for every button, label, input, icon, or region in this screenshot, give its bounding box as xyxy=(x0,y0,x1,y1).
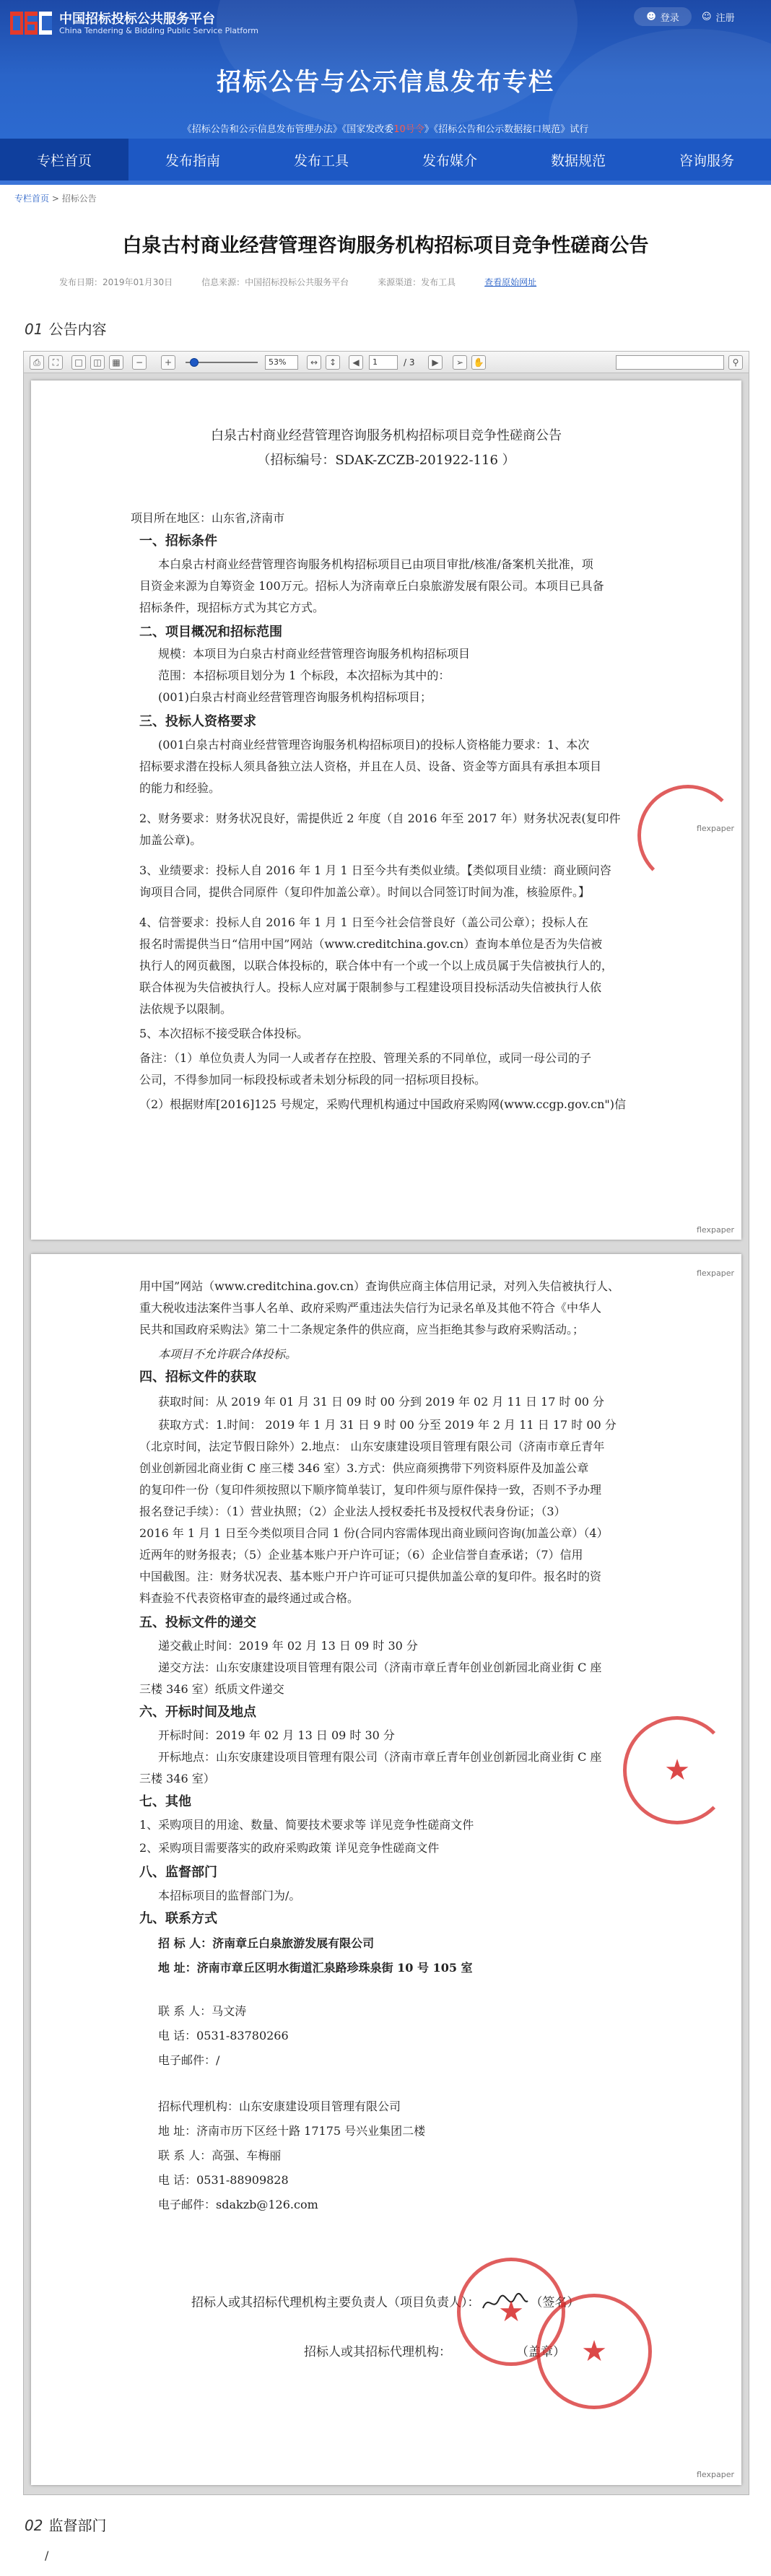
doc-line: 本招标项目的监督部门为/。 xyxy=(158,1889,301,1902)
nav-item-media[interactable]: 发布媒介 xyxy=(422,152,477,169)
doc-line: 用中国”网站（www.creditchina.gov.cn）查询供应商主体信用记录，对列入失信被执行人、 xyxy=(139,1279,620,1293)
fit-page-icon[interactable]: ↕ xyxy=(326,355,340,370)
agency-row xyxy=(158,2145,281,2167)
doc-heading: 九、联系方式 xyxy=(139,1911,217,1926)
flexpaper-watermark: flexpaper xyxy=(696,1225,734,1235)
doc-line: 重大税收违法案件当事人名单、政府采购严重违法失信行为记录名单及其他不符合《中华人 xyxy=(139,1301,602,1315)
doc-line: 执行人的网页截图，以联合体投标的，联合体中有一个或一个以上成员属于失信被执行人的， xyxy=(139,959,614,972)
previous-page-icon[interactable]: ◀ xyxy=(349,355,363,370)
agency-label: 联 系 人： xyxy=(158,2149,212,2162)
flexpaper-watermark: flexpaper xyxy=(696,824,734,833)
contact-row xyxy=(158,2025,289,2047)
doc-line: （2）根据财库[2016]125 号规定，采购代理机构通过中国政府采购网(www.ccgp.gov.cn")信 xyxy=(139,1097,626,1111)
doc-line: 规模：本项目为白泉古村商业经营管理咨询服务机构招标项目 xyxy=(158,647,471,661)
agency-value: 0531-88909828 xyxy=(196,2173,289,2187)
doc-line: 近两年的财务报表；（5）企业基本账户开户许可证；（6）企业信誉自查承诺；（7）信用 xyxy=(139,1548,583,1562)
single-page-icon[interactable]: □ xyxy=(71,355,86,370)
agency-row xyxy=(158,2096,401,2118)
contact-label: 招 标 人： xyxy=(158,1936,213,1950)
doc-line: 开标地点：山东安康建设项目管理有限公司（济南市章丘青年创业创新园北商业街 C 座 xyxy=(158,1750,602,1764)
user-add-icon: ☺ xyxy=(702,11,712,22)
agency-row xyxy=(158,2170,289,2191)
doc-heading: 一、招标条件 xyxy=(139,534,217,549)
doc-line: 报名登记手续）：（1）营业执照；（2）企业法人授权委托书及授权代表身份证；（3） xyxy=(139,1505,566,1518)
doc-line: 备注：（1）单位负责人为同一人或者存在控股、管理关系的不同单位，或同一母公司的子 xyxy=(139,1051,592,1065)
doc-line: （北京时间，法定节假日除外）2.地点： 山东安康建设项目管理有限公司（济南市章丘青年 xyxy=(139,1440,605,1453)
agency-row xyxy=(158,2120,425,2142)
nav-item-guide[interactable]: 发布指南 xyxy=(165,152,220,169)
hand-tool-icon[interactable]: ✋ xyxy=(471,355,486,370)
regulation-link[interactable]: 》《招标公告和公示数据接口规范》试行 xyxy=(424,124,589,135)
seal-stamp xyxy=(536,2294,652,2409)
meta-row xyxy=(59,276,709,288)
doc-line: 递交截止时间：2019 年 02 月 13 日 09 时 30 分 xyxy=(158,1639,418,1653)
section-label: 公告内容 xyxy=(48,321,107,338)
page-total: / 3 xyxy=(404,357,415,367)
viewer-toolbar xyxy=(24,352,749,373)
contact-value: / xyxy=(216,2053,220,2067)
search-icon[interactable]: ⚲ xyxy=(728,355,743,370)
doc-line: 本项目不允许联合体投标。 xyxy=(158,1347,297,1361)
signature-label: 招标人或其招标代理机构主要负责人（项目负责人）： xyxy=(191,2295,480,2310)
next-page-icon[interactable]: ▶ xyxy=(428,355,443,370)
doc-line: 2、采购项目需要落实的政府采购政策 详见竞争性磋商文件 xyxy=(139,1841,440,1855)
doc-line: 获取方式：1.时间： 2019 年 1 月 31 日 9 时 00 分至 2019 年 2 月 11 日 17 时 00 分 xyxy=(158,1418,617,1432)
doc-heading: 六、开标时间及地点 xyxy=(139,1705,256,1720)
banner-title: 招标公告与公示信息发布专栏 xyxy=(217,68,554,97)
agency-value: 济南市历下区经十路 17175 号兴业集团二楼 xyxy=(196,2124,426,2138)
publish-date: 发布日期：2019年01月30日 xyxy=(59,277,173,287)
contact-label: 地 址： xyxy=(158,1961,197,1975)
doc-heading: 五、投标文件的递交 xyxy=(139,1615,256,1630)
login-label: 登录 xyxy=(660,12,679,24)
doc-heading: 三、投标人资格要求 xyxy=(139,714,256,729)
section-heading-supervision xyxy=(25,2514,106,2535)
two-page-icon[interactable]: ◫ xyxy=(90,355,105,370)
agency-value: 山东安康建设项目管理有限公司 xyxy=(239,2099,401,2113)
header-banner xyxy=(0,0,771,139)
doc-line: 公司，不得参加同一标段投标或者未划分标段的同一招标项目投标。 xyxy=(139,1073,487,1087)
doc-line: 2016 年 1 月 1 日至今类似项目合同 1 份(合同内容需体现出商业顾问咨询(加盖公章）（4） xyxy=(139,1526,609,1540)
regulation-link[interactable]: 《招标公告和公示信息发布管理办法》《国家发改委 xyxy=(182,124,394,135)
main-nav xyxy=(0,139,771,180)
register-label: 注册 xyxy=(715,12,735,24)
doc-line: 加盖公章)。 xyxy=(139,833,202,847)
seal-label: 招标人或其招标代理机构： xyxy=(304,2345,451,2359)
doc-line: 递交方法：山东安康建设项目管理有限公司（济南市章丘青年创业创新园北商业街 C 座 xyxy=(158,1661,602,1674)
doc-line: 的能力和经验。 xyxy=(139,781,221,795)
page-number-input[interactable]: 1 xyxy=(369,355,398,370)
seal-stamp-partial xyxy=(637,785,739,886)
doc-line: 三楼 346 室）纸质文件递交 xyxy=(139,1682,284,1696)
doc-heading: 八、监督部门 xyxy=(139,1865,217,1880)
nav-item-home[interactable]: 专栏首页 xyxy=(0,139,128,180)
doc-heading: 七、其他 xyxy=(139,1794,191,1809)
section-number: 02 xyxy=(25,2517,43,2534)
doc-title: 白泉古村商业经营管理咨询服务机构招标项目竞争性磋商公告 xyxy=(211,428,562,443)
site-subtitle: China Tendering & Bidding Public Service Platform xyxy=(59,26,259,35)
star-icon: ★ xyxy=(581,2335,607,2368)
regulation-link-highlight[interactable]: 10号令 xyxy=(393,124,424,135)
nav-underline xyxy=(0,180,771,185)
nav-item-tools[interactable]: 发布工具 xyxy=(293,152,349,169)
breadcrumb-current: 招标公告 xyxy=(61,193,97,204)
breadcrumb-separator: > xyxy=(49,193,62,204)
contact-label: 电子邮件： xyxy=(158,2053,217,2067)
select-tool-icon[interactable]: ➢ xyxy=(453,355,467,370)
agency-label: 电 话： xyxy=(158,2173,197,2187)
source-channel: 来源渠道：发布工具 xyxy=(378,277,456,287)
doc-line: 3、业绩要求：投标人自 2016 年 1 月 1 日至今共有类似业绩。【类似项目业绩：商业顾问咨 xyxy=(139,863,611,877)
nav-item-consulting[interactable]: 咨询服务 xyxy=(679,152,734,169)
section-number: 01 xyxy=(25,321,43,338)
doc-line: 4、信誉要求：投标人自 2016 年 1 月 1 日至今社会信誉良好（盖公司公章）；投标人在 xyxy=(139,915,588,929)
doc-line: 5、本次招标不接受联合体投标。 xyxy=(139,1027,309,1040)
zoom-out-icon[interactable]: − xyxy=(132,355,147,370)
agency-value: sdakzb@126.com xyxy=(216,2198,318,2211)
platform-logo-icon[interactable] xyxy=(10,9,52,38)
doc-line: 创业创新园北商业街 C 座三楼 346 室）3.方式：供应商须携带下列资料原件及加盖公章 xyxy=(139,1461,589,1475)
viewer-search-input[interactable] xyxy=(616,355,724,370)
flexpaper-watermark: flexpaper xyxy=(696,2470,734,2479)
pdf-page-2 xyxy=(31,1254,741,2485)
agency-label: 招标代理机构： xyxy=(158,2099,240,2113)
doc-line: (001白泉古村商业经营管理咨询服务机构招标项目)的投标人资格能力要求：1、本次 xyxy=(158,738,590,752)
agency-label: 地 址： xyxy=(158,2124,197,2138)
seal-suffix: （盖章） xyxy=(516,2345,565,2359)
nav-item-standards[interactable]: 数据规范 xyxy=(550,152,606,169)
contact-row xyxy=(158,1957,473,1979)
doc-line: 招标要求潜在投标人须具备独立法人资格，并且在人员、设备、资金等方面具有承担本项目 xyxy=(139,760,602,773)
breadcrumb xyxy=(14,192,97,204)
doc-line: 的复印件一份（复印件须按照以下顺序简单装订，复印件须与原件保持一致，否则不予办理 xyxy=(139,1483,602,1497)
doc-code: （招标编号：SDAK-ZCZB-201922-116 ） xyxy=(257,453,515,468)
doc-line: 2、财务要求：财务状况良好，需提供近 2 年度（自 2016 年至 2017 年）财务状况表(复印件 xyxy=(139,811,621,825)
page-title: 白泉古村商业经营管理咨询服务机构招标项目竞争性磋商公告 xyxy=(122,235,649,257)
thumbnail-icon[interactable]: ▦ xyxy=(109,355,123,370)
doc-line: 民共和国政府采购法》第二十二条规定条件的供应商，应当拒绝其参与政府采购活动。； xyxy=(139,1323,585,1336)
contact-row xyxy=(158,2001,246,2022)
contact-row xyxy=(158,1933,374,1954)
zoom-in-icon[interactable]: + xyxy=(161,355,175,370)
contact-row xyxy=(158,2050,219,2071)
agency-row xyxy=(158,2194,318,2216)
zoom-level[interactable]: 53% xyxy=(265,355,298,370)
doc-line: 联合体视为失信被执行人。投标人应对属于限制参与工程建设项目投标活动失信被执行人依 xyxy=(139,980,602,994)
breadcrumb-home[interactable]: 专栏首页 xyxy=(14,193,50,204)
doc-line: 询项目合同，提供合同原件（复印件加盖公章）。时间以合同签订时间为准，核验原件。】 xyxy=(139,885,591,899)
signature-suffix: （签名） xyxy=(530,2295,580,2310)
doc-line: 目资金来源为自筹资金 100万元。招标人为济南章丘白泉旅游发展有限公司。本项目已具备 xyxy=(139,579,604,593)
doc-line: 三楼 346 室） xyxy=(139,1772,215,1785)
star-icon: ★ xyxy=(664,1754,690,1787)
login-button[interactable] xyxy=(634,7,692,26)
contact-label: 联 系 人： xyxy=(158,2004,212,2018)
contact-value: 济南章丘白泉旅游发展有限公司 xyxy=(212,1936,375,1950)
flexpaper-watermark: flexpaper xyxy=(696,1269,734,1278)
doc-line: 报名时需提供当日“信用中国”网站（www.creditchina.gov.cn）查询本单位是否为失信被 xyxy=(139,937,603,951)
doc-line: 法依规予以限制。 xyxy=(139,1002,232,1016)
doc-heading: 四、招标文件的获取 xyxy=(139,1370,256,1385)
doc-line: 范围：本招标项目划分为 1 个标段，本次招标为其中的： xyxy=(158,669,450,682)
register-button[interactable] xyxy=(702,7,767,26)
doc-line: 招标条件，现招标方式为其它方式。 xyxy=(139,601,325,614)
fullscreen-icon[interactable]: ⛶ xyxy=(48,355,63,370)
seal-stamp-partial xyxy=(623,1716,731,1824)
original-url-link[interactable]: 查看原始网址 xyxy=(484,277,537,287)
doc-line: (001)白泉古村商业经营管理咨询服务机构招标项目； xyxy=(158,690,432,704)
doc-line: 中国截图。注：财务状况表、基本账户开户许可证可只提供加盖公章的复印件。报名时的资 xyxy=(139,1570,602,1583)
contact-value: 马文涛 xyxy=(212,2004,247,2018)
site-name: 中国招标投标公共服务平台 xyxy=(59,12,215,27)
agency-value: 高强、车梅丽 xyxy=(212,2149,282,2162)
doc-line: 料查验不代表资格审查的最终通过或合格。 xyxy=(139,1591,360,1605)
doc-line: 本白泉古村商业经营管理咨询服务机构招标项目已由项目审批/核准/备案机关批准，项 xyxy=(158,557,593,571)
info-source: 信息来源：中国招标投标公共服务平台 xyxy=(201,277,349,287)
agency-label: 电子邮件： xyxy=(158,2198,217,2211)
pdf-viewer[interactable] xyxy=(23,351,749,2495)
doc-heading: 二、项目概况和招标范围 xyxy=(139,625,282,640)
doc-line: 1、采购项目的用途、数量、简要技术要求等 详见竞争性磋商文件 xyxy=(139,1818,474,1832)
doc-line: 开标时间：2019 年 02 月 13 日 09 时 30 分 xyxy=(158,1728,395,1742)
zoom-slider-handle[interactable] xyxy=(190,358,199,367)
user-icon: ☻ xyxy=(646,11,656,22)
doc-line: 获取时间：从 2019 年 01 月 31 日 09 时 00 分到 2019 年 02 月 11 日 17 时 00 分 xyxy=(158,1395,605,1409)
contact-label: 电 话： xyxy=(158,2029,197,2042)
section-label: 监督部门 xyxy=(48,2517,107,2534)
fit-width-icon[interactable]: ↔ xyxy=(307,355,321,370)
regulation-links[interactable] xyxy=(0,121,771,135)
pdf-page-1 xyxy=(31,380,741,1240)
section-heading-content xyxy=(25,318,106,339)
star-icon: ★ xyxy=(498,2295,524,2328)
doc-location: 项目所在地区：山东省,济南市 xyxy=(131,511,285,525)
supervision-value: / xyxy=(45,2549,49,2562)
contact-value: 0531-83780266 xyxy=(196,2029,289,2042)
contact-value: 济南市章丘区明水街道汇泉路珍珠泉街 10 号 105 室 xyxy=(196,1961,473,1975)
print-icon[interactable]: ⎙ xyxy=(30,355,44,370)
